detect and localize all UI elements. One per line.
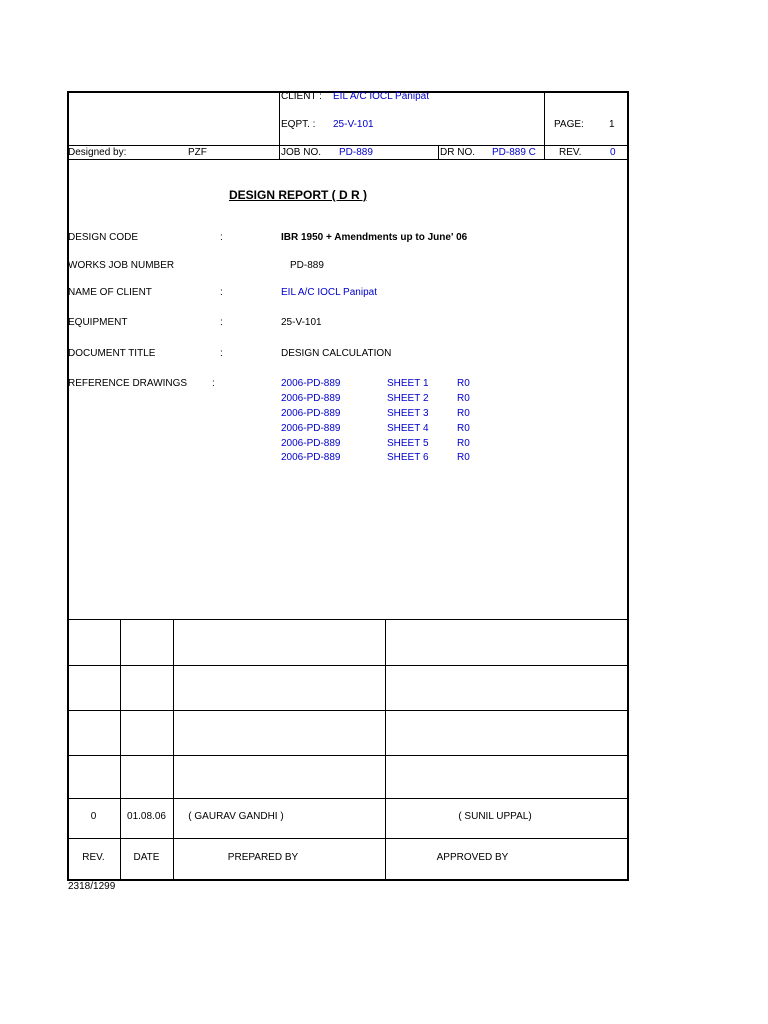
rev-header-rev: REV. <box>82 852 105 863</box>
rev-entry-rev: 0 <box>90 811 97 822</box>
rev-header-approved-by: APPROVED BY <box>436 852 509 863</box>
field-value-equipment: 25-V-101 <box>281 317 322 328</box>
footer-code: 2318/1299 <box>68 881 116 892</box>
drawing-rev: R0 <box>457 378 470 389</box>
field-label: REFERENCE DRAWINGS <box>68 378 188 389</box>
field-value-job-number: PD-889 <box>290 260 324 271</box>
drawing-number: 2006-PD-889 <box>281 408 341 419</box>
rev-table-row-line <box>67 755 629 756</box>
field-label: DESIGN CODE <box>68 232 139 243</box>
drawing-number: 2006-PD-889 <box>281 438 341 449</box>
rev-label: REV. <box>559 147 582 158</box>
header-col-divider-1 <box>279 91 280 159</box>
rev-entry-date: 01.08.06 <box>127 811 166 822</box>
header-bottom-line <box>67 159 629 160</box>
field-colon: : <box>220 348 223 359</box>
rev-table-top <box>67 619 629 620</box>
rev-header-date: DATE <box>133 852 160 863</box>
drawing-sheet: SHEET 1 <box>387 378 429 389</box>
field-label: WORKS JOB NUMBER <box>68 260 175 271</box>
eqpt-label: EQPT. : <box>281 119 316 130</box>
field-value-document-title: DESIGN CALCULATION <box>281 348 392 359</box>
rev-entry-prepared-by: ( GAURAV GANDHI ) <box>188 811 284 822</box>
report-frame <box>67 91 629 881</box>
drawing-rev: R0 <box>457 393 470 404</box>
rev-table-col-line <box>120 619 121 881</box>
field-label: DOCUMENT TITLE <box>68 348 156 359</box>
report-title: DESIGN REPORT ( D R ) <box>229 188 368 202</box>
designed-by-value: PZF <box>188 147 207 158</box>
dr-no-label: DR NO. <box>440 147 475 158</box>
drawing-sheet: SHEET 5 <box>387 438 429 449</box>
field-label: NAME OF CLIENT <box>68 287 152 298</box>
drawing-sheet: SHEET 3 <box>387 408 429 419</box>
page-label: PAGE: <box>554 119 584 130</box>
rev-table-row-line <box>67 798 629 799</box>
field-colon: : <box>220 317 223 328</box>
header-col-divider-2 <box>544 91 545 159</box>
field-label: EQUIPMENT <box>68 317 128 328</box>
drawing-rev: R0 <box>457 408 470 419</box>
dr-no-value: PD-889 C <box>492 147 536 158</box>
drawing-sheet: SHEET 2 <box>387 393 429 404</box>
rev-value: 0 <box>610 147 616 158</box>
drawing-rev: R0 <box>457 438 470 449</box>
rev-table-col-line <box>385 619 386 881</box>
drawing-rev: R0 <box>457 423 470 434</box>
field-colon: : <box>220 232 223 243</box>
rev-table-row-line <box>67 710 629 711</box>
drawing-number: 2006-PD-889 <box>281 423 341 434</box>
drawing-sheet: SHEET 4 <box>387 423 429 434</box>
job-no-label: JOB NO. <box>281 147 322 158</box>
drawing-sheet: SHEET 6 <box>387 452 429 463</box>
rev-table-row-line <box>67 665 629 666</box>
rev-header-prepared-by: PREPARED BY <box>227 852 299 863</box>
drawing-rev: R0 <box>457 452 470 463</box>
field-colon: : <box>212 378 215 389</box>
eqpt-value: 25-V-101 <box>333 119 374 130</box>
field-value-design-code: IBR 1950 + Amendments up to June' 06 <box>281 232 468 243</box>
field-colon: : <box>220 287 223 298</box>
header-col-divider-3 <box>438 145 439 159</box>
job-no-value: PD-889 <box>339 147 373 158</box>
client-value: EIL A/C IOCL Panipat <box>333 91 429 102</box>
rev-table-row-line <box>67 838 629 839</box>
page-value: 1 <box>609 119 615 130</box>
designed-by-label: Designed by: <box>68 147 127 158</box>
rev-table-col-line <box>173 619 174 881</box>
rev-entry-approved-by: ( SUNIL UPPAL) <box>458 811 532 822</box>
drawing-number: 2006-PD-889 <box>281 378 341 389</box>
field-value-client: EIL A/C IOCL Panipat <box>281 287 377 298</box>
drawing-number: 2006-PD-889 <box>281 393 341 404</box>
drawing-number: 2006-PD-889 <box>281 452 341 463</box>
client-label: CLIENT : <box>281 91 322 102</box>
